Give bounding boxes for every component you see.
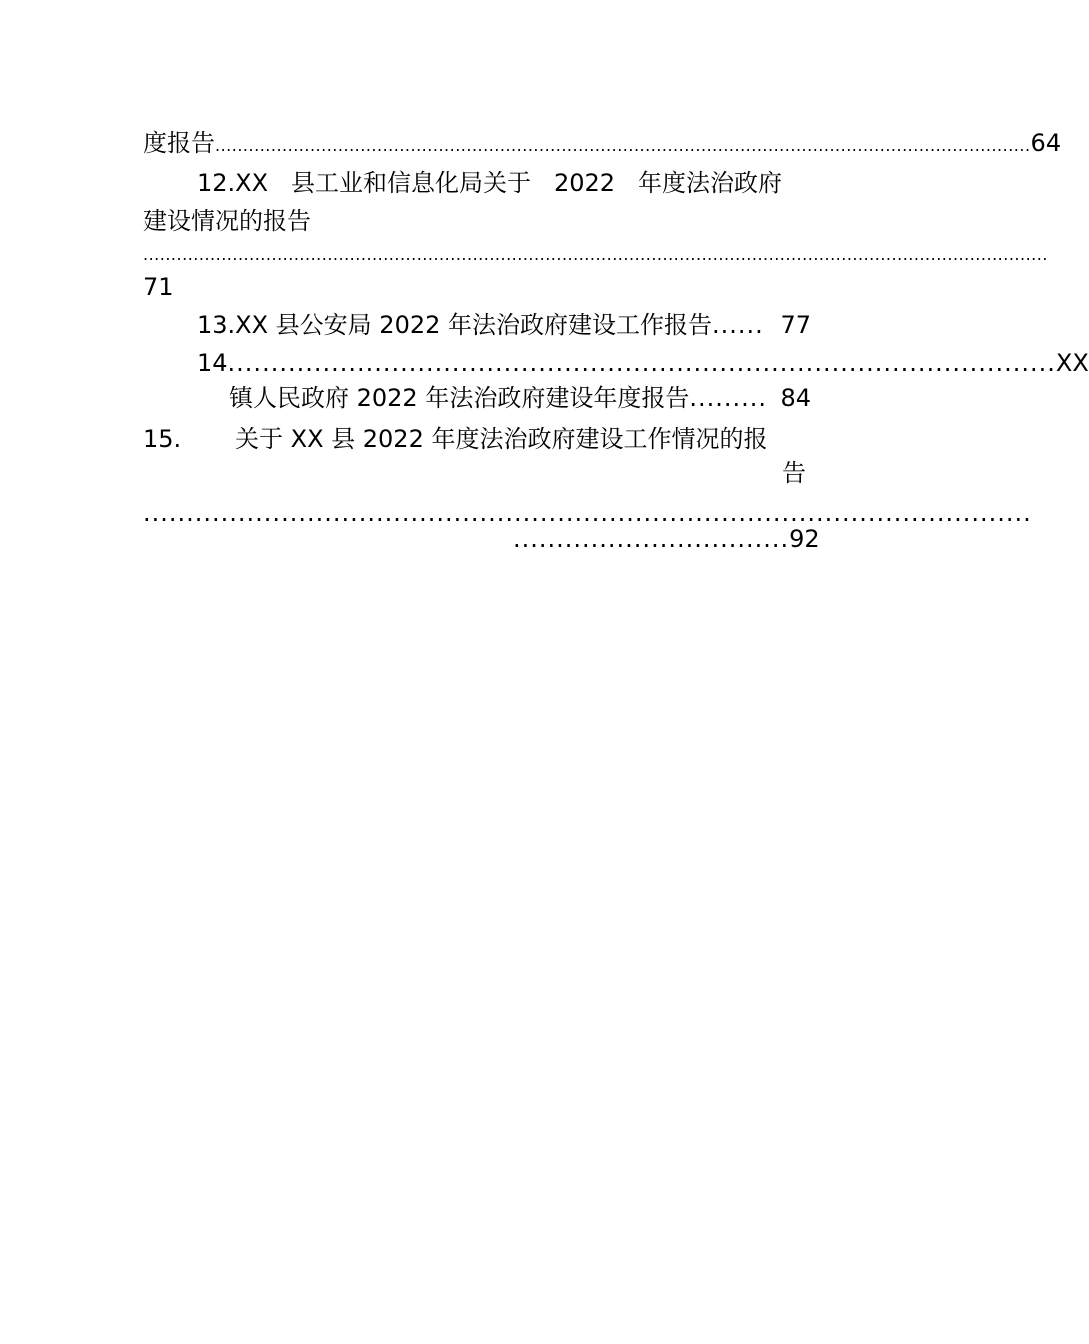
toc-page-number: 77 [780, 311, 811, 339]
toc-entry-14-line2 [229, 383, 811, 413]
toc-entry-text: 告 [782, 459, 806, 487]
toc-entry-number: 12.XX [197, 169, 269, 197]
toc-entry-text: 关于 XX 县 2022 年度法治政府建设工作情况的报 [235, 425, 768, 453]
toc-entry-15-number[interactable] [143, 424, 243, 454]
toc-entry-text: 13.XX 县公安局 2022 年法治政府建设工作报告 [197, 311, 713, 339]
toc-page-number: 71 [143, 273, 174, 301]
toc-entry-12-line2 [143, 206, 811, 236]
toc-entry-text: XX [1055, 349, 1089, 377]
toc-entry-11[interactable] [143, 128, 1062, 161]
toc-entry-text: 年度法治政府 [638, 169, 782, 197]
toc-entry-15[interactable] [235, 424, 810, 454]
toc-leader-dots: .................................................................................................................................................. [215, 136, 1031, 155]
toc-entry-13[interactable] [197, 310, 811, 340]
toc-entry-year: 2022 [553, 169, 616, 197]
toc-entry-number: 15. [143, 425, 182, 453]
toc-leader-dots: ................................ [513, 525, 790, 553]
toc-entry-14[interactable] [197, 348, 1089, 378]
toc-page-number: 64 [1030, 129, 1062, 157]
toc-entry-text: 镇人民政府 2022 年法治政府建设年度报告 [229, 384, 690, 412]
toc-leader-dots: ................................................................................................ [227, 349, 1056, 377]
toc-entry-12-page [143, 272, 243, 302]
toc-leader-dots: ....................................................................................................... [143, 499, 1032, 527]
toc-entry-number: 14 [197, 349, 228, 377]
toc-entry-15-wrap [782, 458, 822, 488]
toc-entry-12-leader [143, 240, 1048, 270]
toc-page-number: 92 [789, 525, 820, 553]
toc-leader-dots: ...... [712, 311, 764, 339]
toc-entry-12[interactable] [197, 168, 782, 198]
toc-entry-text: 度报告 [143, 129, 215, 157]
toc-entry-text: 建设情况的报告 [143, 207, 311, 235]
toc-page-number: 84 [780, 384, 811, 412]
toc-leader-dots: ......... [689, 384, 768, 412]
toc-leader-dots: .................................................................................................................................................................. [143, 245, 1048, 264]
toc-entry-text: 县工业和信息化局关于 [291, 169, 532, 197]
toc-entry-15-page-line [513, 524, 820, 554]
